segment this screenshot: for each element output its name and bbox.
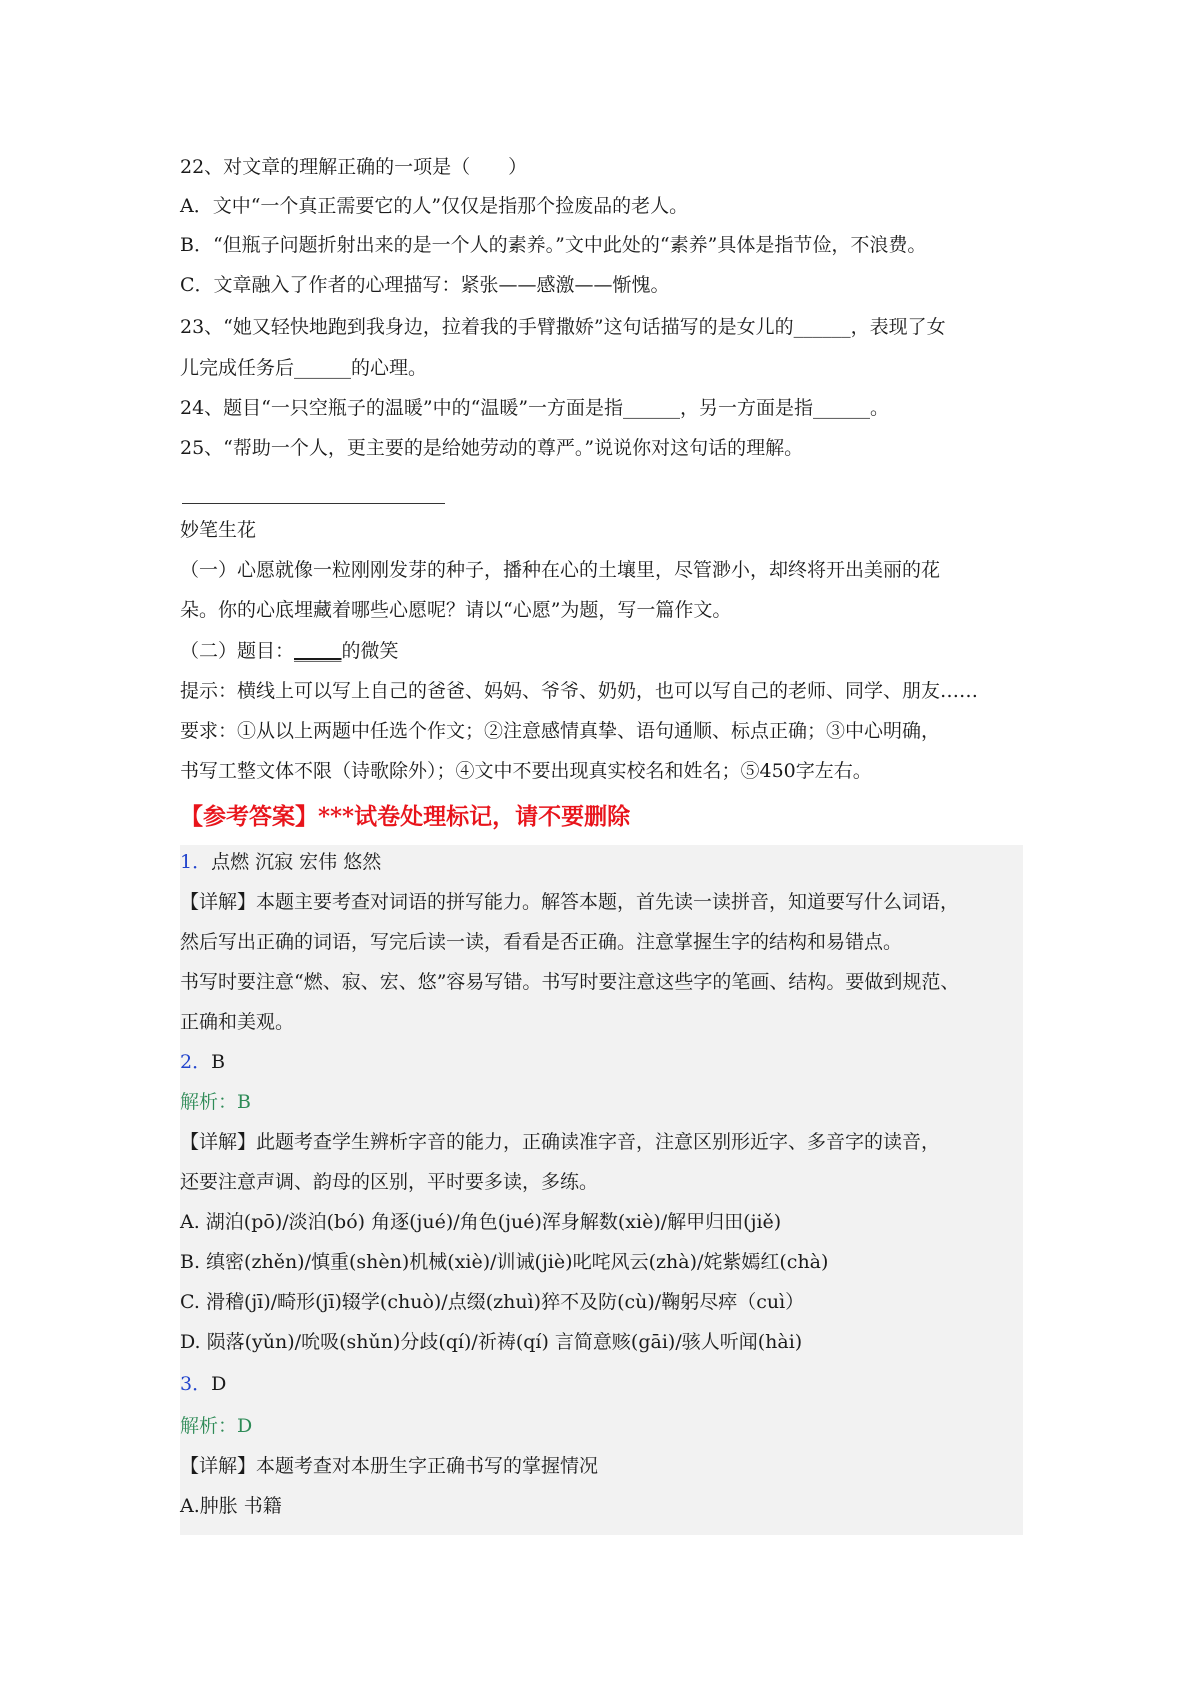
answer-number: 2． xyxy=(180,1051,212,1073)
q24: 24、题目“一只空瓶子的温暖”中的“温暖”一方面是指______，另一方面是指______。 xyxy=(180,397,890,419)
answer-1-detail-1: 【详解】本题主要考查对词语的拼写能力。解答本题，首先读一读拼音，知道要写什么词语， xyxy=(180,891,960,913)
answer-1-detail-4: 正确和美观。 xyxy=(180,1011,295,1033)
q22-title: 22、对文章的理解正确的一项是（ ） xyxy=(180,156,528,178)
topic2-blank: _____ xyxy=(294,640,342,662)
answer-text: B xyxy=(211,1051,226,1073)
answer-text: 点燃 沉寂 宏伟 悠然 xyxy=(211,851,382,873)
answer-2-option-d: D. 陨落(yǔn)/吮吸(shǔn)分歧(qí)/祈祷(qí) 言简意赅(gāi)/骇人听闻(hài) xyxy=(180,1331,803,1353)
topic2-prefix: （二）题目： xyxy=(180,640,295,662)
answer-line xyxy=(182,503,445,504)
answer-3-analysis: 解析：D xyxy=(180,1415,253,1437)
answer-number: 1． xyxy=(180,851,212,873)
q22-option-a: A．文中“一个真正需要它的人”仅仅是指那个捡废品的老人。 xyxy=(180,195,689,217)
q23-line1: 23、“她又轻快地跑到我身边，拉着我的手臂撒娇”这句话描写的是女儿的______，表现了女 xyxy=(180,316,946,338)
answer-2-detail-2: 还要注意声调、韵母的区别，平时要多读，多练。 xyxy=(180,1171,599,1193)
answer-1-detail-2: 然后写出正确的词语，写完后读一读，看看是否正确。注意掌握生字的结构和易错点。 xyxy=(180,931,903,953)
answer-2-option-b: B. 缜密(zhěn)/慎重(shèn)机械(xiè)/训诫(jiè)叱咤风云(zhà)/姹紫嫣红(chà) xyxy=(180,1251,829,1273)
topic2-suffix: 的微笑 xyxy=(341,640,399,662)
answer-1-detail-3: 书写时要注意“燃、寂、宏、悠”容易写错。书写时要注意这些字的笔画、结构。要做到规范、 xyxy=(180,971,960,993)
answer-2-option-c: C. 滑稽(jī)/畸形(jī)辍学(chuò)/点缀(zhuì)猝不及防(cù)/鞠躬尽瘁（cuì） xyxy=(180,1291,805,1313)
q23-line2: 儿完成任务后______的心理。 xyxy=(180,357,428,379)
answer-2-detail-1: 【详解】此题考查学生辨析字音的能力，正确读准字音，注意区别形近字、多音字的读音， xyxy=(180,1131,941,1153)
q22-option-b: B．“但瓶子问题折射出来的是一个人的素养。”文中此处的“素养”具体是指节俭，不浪费。 xyxy=(180,234,927,256)
writing-hint: 提示：横线上可以写上自己的爸爸、妈妈、爷爷、奶奶，也可以写自己的老师、同学、朋友…… xyxy=(180,680,979,702)
q22-option-c: C．文章融入了作者的心理描写：紧张——感激——惭愧。 xyxy=(180,274,670,296)
q25: 25、“帮助一个人，更主要的是给她劳动的尊严。”说说你对这句话的理解。 xyxy=(180,437,804,459)
answer-3 xyxy=(180,1371,226,1397)
answer-header: 【参考答案】***试卷处理标记，请不要删除 xyxy=(180,803,631,830)
writing-requirements-line2: 书写工整文体不限（诗歌除外）；④文中不要出现真实校名和姓名；⑤450字左右。 xyxy=(180,760,872,782)
answer-2-analysis: 解析：B xyxy=(180,1091,251,1113)
answer-2 xyxy=(180,1049,225,1075)
answer-2-option-a: A. 湖泊(pō)/淡泊(bó) 角逐(jué)/角色(jué)浑身解数(xiè)/解甲归田(jiě) xyxy=(180,1211,782,1233)
writing-topic1-line2: 朵。你的心底埋藏着哪些心愿呢？请以“心愿”为题，写一篇作文。 xyxy=(180,599,732,621)
answer-number: 3． xyxy=(180,1373,212,1395)
writing-heading: 妙笔生花 xyxy=(180,519,257,541)
writing-topic1-line1: （一）心愿就像一粒刚刚发芽的种子，播种在心的土壤里，尽管渺小，却终将开出美丽的花 xyxy=(180,559,941,581)
writing-requirements-line1: 要求：①从以上两题中任选个作文；②注意感情真挚、语句通顺、标点正确；③中心明确， xyxy=(180,720,941,742)
writing-topic2 xyxy=(180,638,399,664)
answer-3-option-a: A.肿胀 书籍 xyxy=(180,1495,282,1517)
answer-1 xyxy=(180,849,381,875)
answer-3-detail-1: 【详解】本题考查对本册生字正确书写的掌握情况 xyxy=(180,1455,599,1477)
answer-text: D xyxy=(211,1373,227,1395)
